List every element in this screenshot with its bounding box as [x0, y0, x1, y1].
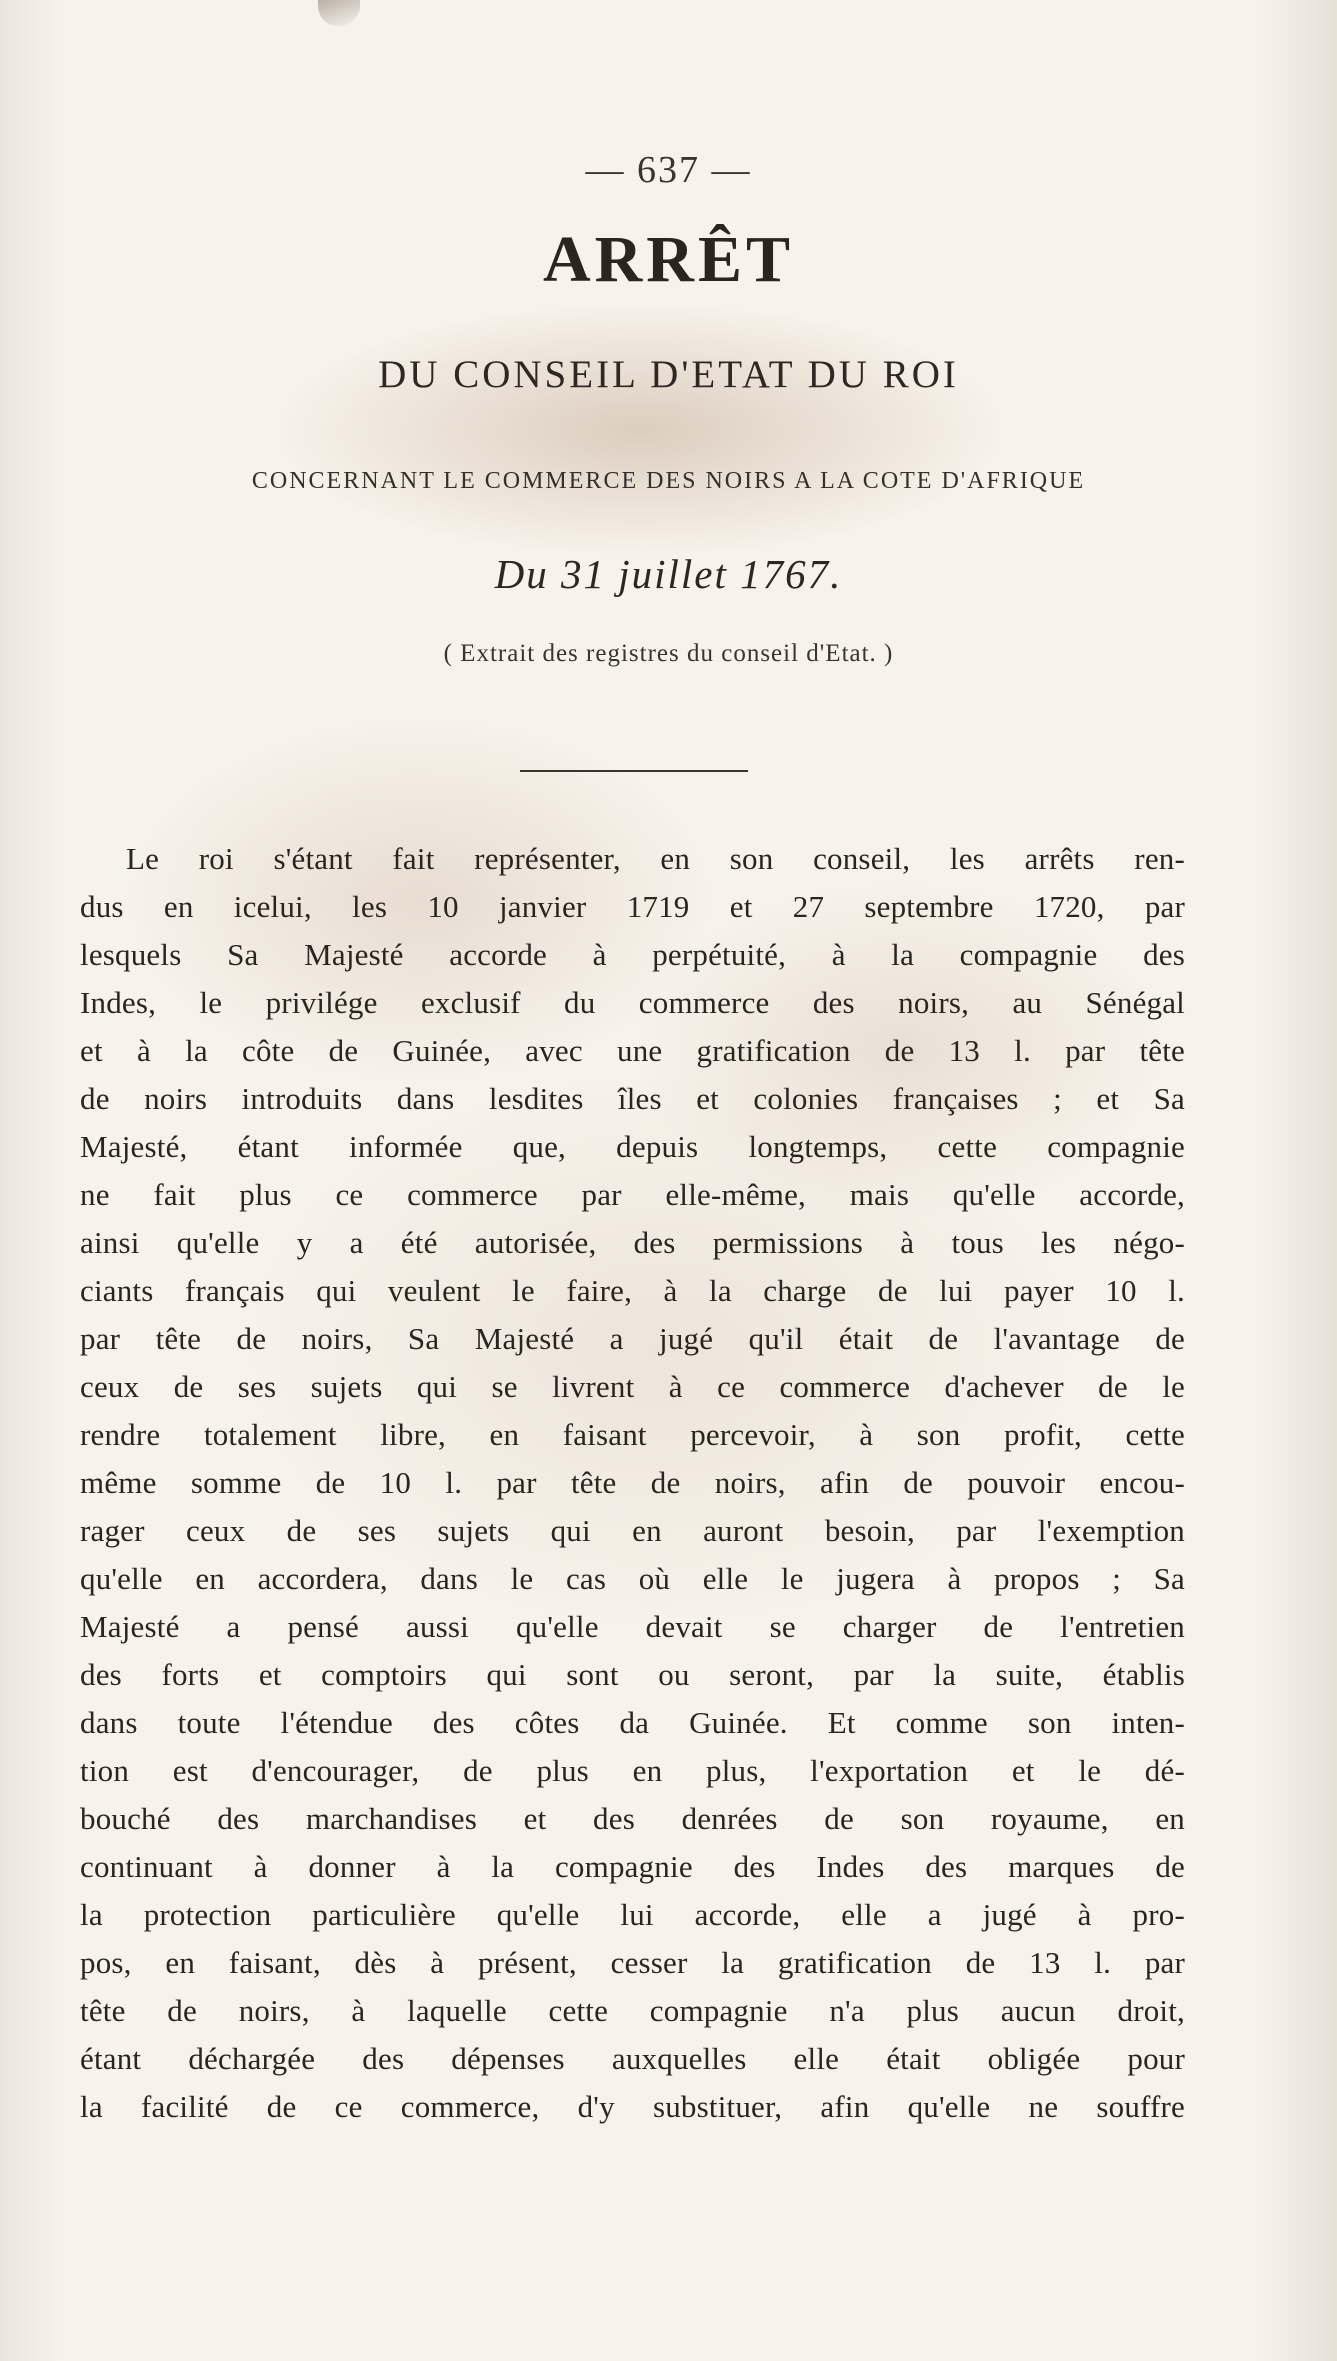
body-line: qu'elle en accordera, dans le cas où elle le jugera à propos ; Sa: [80, 1561, 1185, 1596]
body-line: Majesté, étant informée que, depuis longtemps, cette compagnie: [80, 1129, 1185, 1164]
body-line: bouché des marchandises et des denrées de son royaume, en: [80, 1801, 1185, 1836]
body-line: ceux de ses sujets qui se livrent à ce commerce d'achever de le: [80, 1369, 1185, 1404]
body-line: des forts et comptoirs qui sont ou seront, par la suite, établis: [80, 1657, 1185, 1692]
body-line: tion est d'encourager, de plus en plus, l'exportation et le dé-: [80, 1753, 1185, 1788]
body-line: étant déchargée des dépenses auxquelles elle était obligée pour: [80, 2041, 1185, 2076]
body-line: pos, en faisant, dès à présent, cesser la gratification de 13 l. par: [80, 1945, 1185, 1980]
document-title: ARRÊT: [542, 223, 795, 296]
body-line: ciants français qui veulent le faire, à la charge de lui payer 10 l.: [80, 1273, 1185, 1308]
body-line: Indes, le privilége exclusif du commerce des noirs, au Sénégal: [80, 985, 1185, 1020]
document-date: Du 31 juillet 1767.: [494, 551, 843, 597]
body-line: tête de noirs, à laquelle cette compagnie n'a plus aucun droit,: [80, 1993, 1185, 2028]
body-line: de noirs introduits dans lesdites îles et colonies françaises ; et Sa: [80, 1081, 1185, 1116]
body-line: dus en icelui, les 10 janvier 1719 et 27 septembre 1720, par: [80, 889, 1185, 924]
document-subtitle: DU CONSEIL D'ETAT DU ROI: [378, 353, 959, 396]
body-line: et à la côte de Guinée, avec une gratification de 13 l. par tête: [80, 1033, 1185, 1068]
body-line: continuant à donner à la compagnie des Indes des marques de: [80, 1849, 1185, 1884]
document-source-note: ( Extrait des registres du conseil d'Etat. ): [443, 640, 894, 667]
body-line: Le roi s'étant fait représenter, en son conseil, les arrêts ren-: [126, 841, 1185, 876]
document-subject-line: CONCERNANT LE COMMERCE DES NOIRS A LA COTE D'AFRIQUE: [251, 468, 1086, 494]
body-line: Majesté a pensé aussi qu'elle devait se charger de l'entretien: [80, 1609, 1185, 1644]
page-corner-mark: [318, 0, 360, 26]
body-line: ainsi qu'elle y a été autorisée, des permissions à tous les négo-: [80, 1225, 1185, 1260]
body-line: dans toute l'étendue des côtes da Guinée. Et comme son inten-: [80, 1705, 1185, 1740]
body-line: ne fait plus ce commerce par elle-même, mais qu'elle accorde,: [80, 1177, 1185, 1212]
body-line: lesquels Sa Majesté accorde à perpétuité, à la compagnie des: [80, 937, 1185, 972]
body-line: la facilité de ce commerce, d'y substituer, afin qu'elle ne souffre: [80, 2089, 1185, 2124]
body-line: même somme de 10 l. par tête de noirs, afin de pouvoir encou-: [80, 1465, 1185, 1500]
body-paragraph: [80, 835, 1185, 2131]
body-line: par tête de noirs, Sa Majesté a jugé qu'il était de l'avantage de: [80, 1321, 1185, 1356]
body-line: rager ceux de ses sujets qui en auront besoin, par l'exemption: [80, 1513, 1185, 1548]
body-line: rendre totalement libre, en faisant percevoir, à son profit, cette: [80, 1417, 1185, 1452]
body-line: la protection particulière qu'elle lui accorde, elle a jugé à pro-: [80, 1897, 1185, 1932]
page-number: — 637 —: [585, 149, 752, 191]
section-divider: [520, 770, 748, 772]
